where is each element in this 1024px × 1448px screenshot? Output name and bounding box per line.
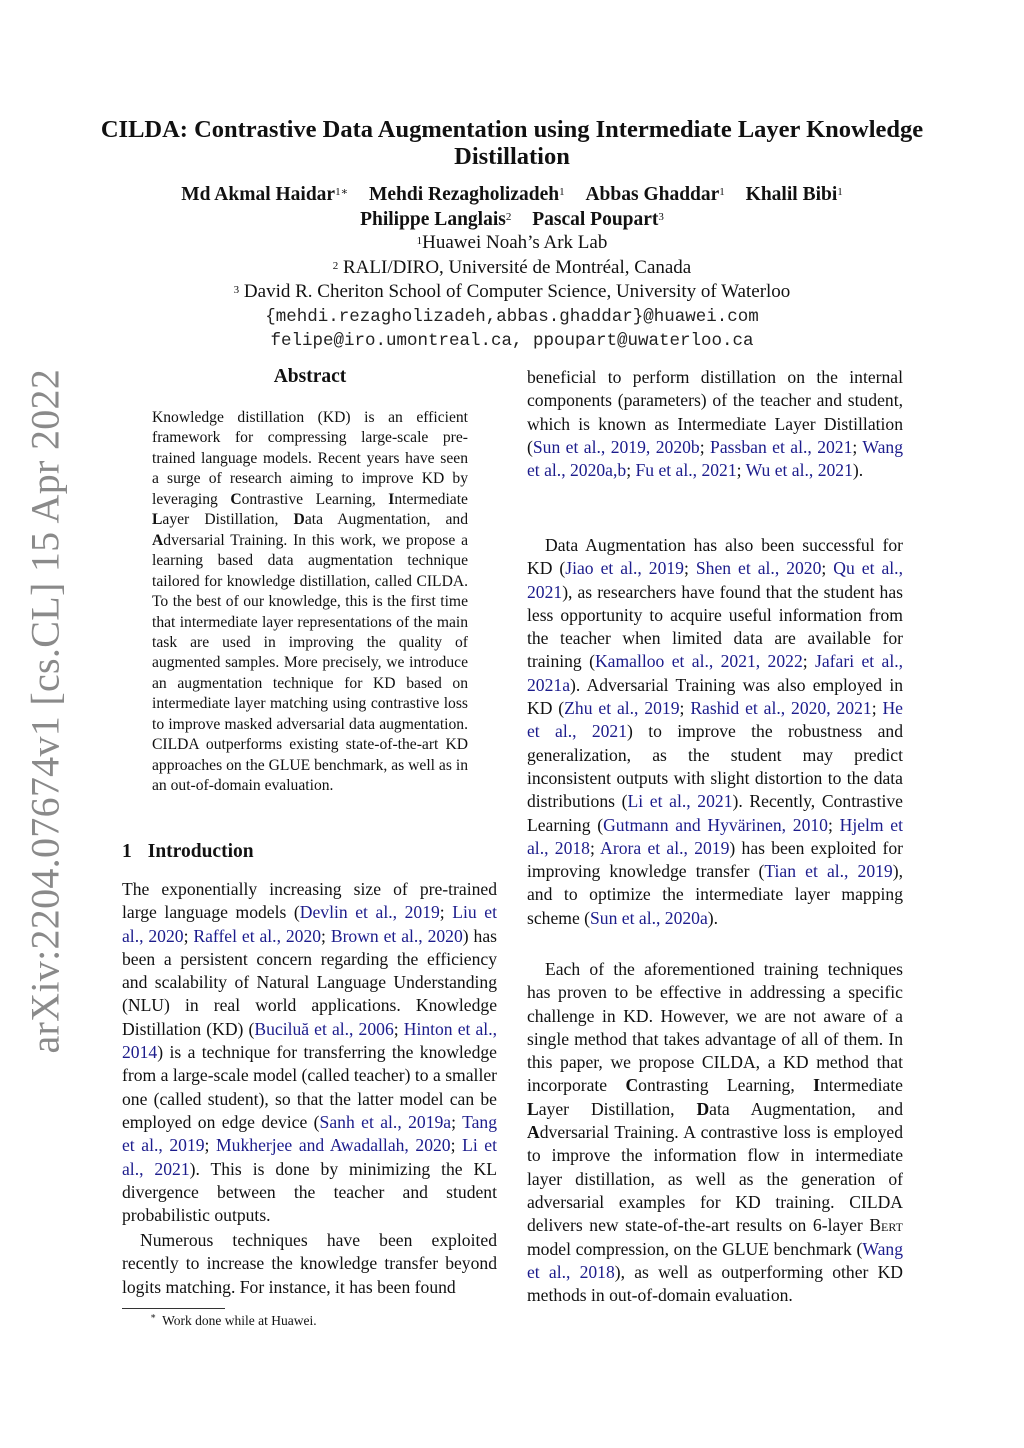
citation-link[interactable]: Wang et al., 2018 [527,1238,903,1282]
intro-paragraph-3: beneficial to perform distillation on the internal components (parameters) of the teacher and student, which is known as Intermediate Layer Distillation (Sun et al., 2019, 2020b; Passban et al., 2021; Wang et al., 2020a,b; Fu et al., 2021; Wu et al., 2021). [527,367,904,481]
author [360,209,511,230]
citation-link[interactable]: Li et al., 2021 [122,1135,498,1179]
author-name: Abbas Ghaddar [585,184,720,205]
email-line: {mehdi.rezagholizadeh,abbas.ghaddar}@huawei.com [265,306,759,327]
bold-initial: C [230,490,242,508]
author-sup: 1 [837,186,843,198]
author-name: Philippe Langlais [360,209,506,230]
citation-link[interactable]: Sun et al., 2019, 2020b [532,436,700,457]
citation-link[interactable]: Liu et al., 2020 [122,902,497,946]
citation-link[interactable]: He et al., 2021 [527,698,903,742]
citation-link[interactable]: Qu et al., 2021 [527,558,903,602]
affiliation [100,256,924,281]
arxiv-stamp: arXiv:2204.07674v1 [cs.CL] 15 Apr 2022 [22,368,68,1054]
citation-link[interactable]: Gutmann and Hyvärinen, 2010 [603,814,828,835]
affiliation-text: RALI/DIRO, Université de Montréal, Canada [338,256,692,278]
affiliation [100,280,924,305]
bold-initial: A [527,1122,540,1143]
citation-link[interactable]: Tang et al., 2019 [122,1111,498,1156]
affiliation-sup: 1 [416,235,423,247]
author-sup: 3 [658,211,664,223]
bold-initial: I [388,490,395,508]
citation-link[interactable]: Zhu et al., 2019 [564,698,680,719]
section-title: Introduction [147,841,254,862]
citation-link[interactable]: Brown et al., 2020 [330,925,463,946]
author [585,184,724,205]
author-name: Pascal Poupart [532,209,659,230]
intro-paragraph-1: The exponentially increasing size of pre-trained large language models (Devlin et al., 2019; Liu et al., 2020; Raffel et al., 2020; Brown et al., 2020) has been a persistent concern regarding the efficiency and scalability of Natural Language Understanding (NLU) in real world applications. Knowledge Distillation (KD) (Buciluă et al., 2006; Hinton et al., 2014) is a technique for transferring the knowledge from a large-scale model (called teacher) to a smaller one (called student), so that the latter model can be employed on edge device (Sanh et al., 2019a; Tang et al., 2019; Mukherjee and Awadallah, 2020; Li et al., 2021). This is done by minimizing the KL divergence between the teacher and student probabilistic outputs. [122,879,498,1226]
citation-link[interactable]: Sanh et al., 2019a [319,1111,452,1132]
author-name: Khalil Bibi [745,184,838,205]
affiliation-sup: 3 [233,284,240,296]
citation-link[interactable]: Wang et al., 2020a,b [527,436,904,481]
affiliation-text: Huawei Noah’s Ark Lab [422,232,608,253]
abstract-text: Knowledge distillation (KD) is an efficient framework for compressing large-scale pre-trained language models. Recent years have seen a surge of research aiming to improve KD by leveraging Contrastive Learning, Intermediate Layer Distillation, Data Augmentation, and Adversarial Training. In this work, we propose a learning based data augmentation technique tailored for knowledge distillation, called CILDA. To the best of our knowledge, this is the first time that intermediate layer representations of the main task are used in improving the quality of augmented samples. More precisely, we introduce an augmentation technique for KD based on intermediate layer matching using contrastive loss to improve masked adversarial data augmentation. CILDA outperforms existing state-of-the-art KD approaches on the GLUE benchmark, as well as in an out-of-domain evaluation. [152,409,468,795]
citation-link[interactable]: Sun et al., 2020a [590,907,708,928]
author-sup: 2 [505,211,512,223]
citation-link[interactable]: Hinton et al., 2014 [122,1018,497,1063]
author [369,184,565,205]
affiliation-text: David R. Cheriton School of Computer Science, University of Waterloo [239,281,791,302]
footnote [122,1313,317,1329]
bold-initial: C [625,1075,639,1096]
citation-link[interactable]: Jafari et al., 2021a [527,651,904,695]
author-name: Md Akmal Haidar [181,184,336,205]
author-sup: 1 [719,186,725,198]
bold-initial: A [152,531,164,549]
intro-paragraph-5: Each of the aforementioned training techniques has proven to be effective in addressing a specific challenge in KD. However, we are not aware of a single method that takes advantage of all of them. In this paper, we propose CILDA, a KD method that incorporate Contrasting Learning, Intermediate Layer Distillation, Data Augmentation, and Adversarial Training. A contrastive loss is employed to improve the information flow in intermediate layer distillation, as well as the generation of adversarial examples for KD training. CILDA delivers new state-of-the-art results on 6-layer Bert model compression, on the GLUE benchmark (Wang et al., 2018), as well as outperforming other KD methods in out-of-domain evaluation. [527,959,903,1306]
bold-initial: D [293,511,305,529]
author [532,209,664,230]
small-caps-term: Bert [869,1215,903,1236]
author-name: Mehdi Rezagholizadeh [368,184,560,205]
citation-link[interactable]: Wu et al., 2021 [745,460,853,481]
citation-link[interactable]: Raffel et al., 2020 [193,925,322,946]
citation-link[interactable]: Tian et al., 2019 [764,861,893,882]
author-list [100,182,924,232]
bold-initial: D [696,1098,710,1119]
citation-link[interactable]: Hjelm et al., 2018 [527,814,904,858]
affiliation [100,231,924,256]
section-heading-introduction [122,841,254,863]
intro-paragraph-4: Data Augmentation has also been successful for KD (Jiao et al., 2019; Shen et al., 2020; Qu et al., 2021), as researchers have found that the student has less opportunity to acquire useful information from the teacher when limited data are available for training (Kamalloo et al., 2021, 2022; Jafari et al., 2021a). Adversarial Training was also employed in KD (Zhu et al., 2019; Rashid et al., 2020, 2021; He et al., 2021) to improve the robustness and generalization, as the student may predict inconsistent outputs with slight distortion to the data distributions (Li et al., 2021). Recently, Contrastive Learning (Gutmann and Hyvärinen, 2010; Hjelm et al., 2018; Arora et al., 2019) has been exploited for improving knowledge transfer (Tian et al., 2019), and to optimize the intermediate layer mapping scheme (Sun et al., 2020a). [527,535,904,928]
bold-initial: L [527,1098,539,1119]
footnote-text: Work done while at Huawei. [162,1313,317,1328]
email-line: felipe@iro.umontreal.ca, ppoupart@uwaterloo.ca [270,331,754,351]
footnote-mark: ∗ [150,1311,157,1321]
footnote-rule [122,1308,225,1309]
paper-title: CILDA: Contrastive Data Augmentation using Intermediate Layer Knowledge Distillation [100,116,924,170]
intro-paragraph-2: Numerous techniques have been exploited recently to increase the knowledge transfer beyond logits matching. For instance, it has been found [122,1230,497,1297]
author-sup: 1∗ [335,186,349,198]
author [746,184,843,205]
citation-link[interactable]: Passban et al., 2021 [710,436,853,457]
citation-link[interactable]: Buciluă et al., 2006 [254,1018,394,1039]
citation-link[interactable]: Jiao et al., 2019 [565,558,684,579]
citation-link[interactable]: Shen et al., 2020 [695,558,822,579]
author-sup: 1 [559,186,565,198]
author [181,184,348,205]
citation-link[interactable]: Li et al., 2021 [627,791,733,812]
citation-link[interactable]: Fu et al., 2021 [635,460,737,481]
citation-link[interactable]: Rashid et al., 2020, 2021 [690,698,872,719]
affiliation-sup: 2 [332,259,339,272]
citation-link[interactable]: Devlin et al., 2019 [299,902,440,923]
abstract-heading: Abstract [273,366,347,387]
affiliations [100,231,924,354]
bold-initial: L [152,511,163,529]
citation-link[interactable]: Mukherjee and Awadallah, 2020 [216,1135,451,1156]
bold-initial: I [813,1075,820,1096]
citation-link[interactable]: Arora et al., 2019 [600,837,730,858]
section-number: 1 [122,841,132,862]
citation-link[interactable]: Kamalloo et al., 2021, 2022 [594,651,803,672]
